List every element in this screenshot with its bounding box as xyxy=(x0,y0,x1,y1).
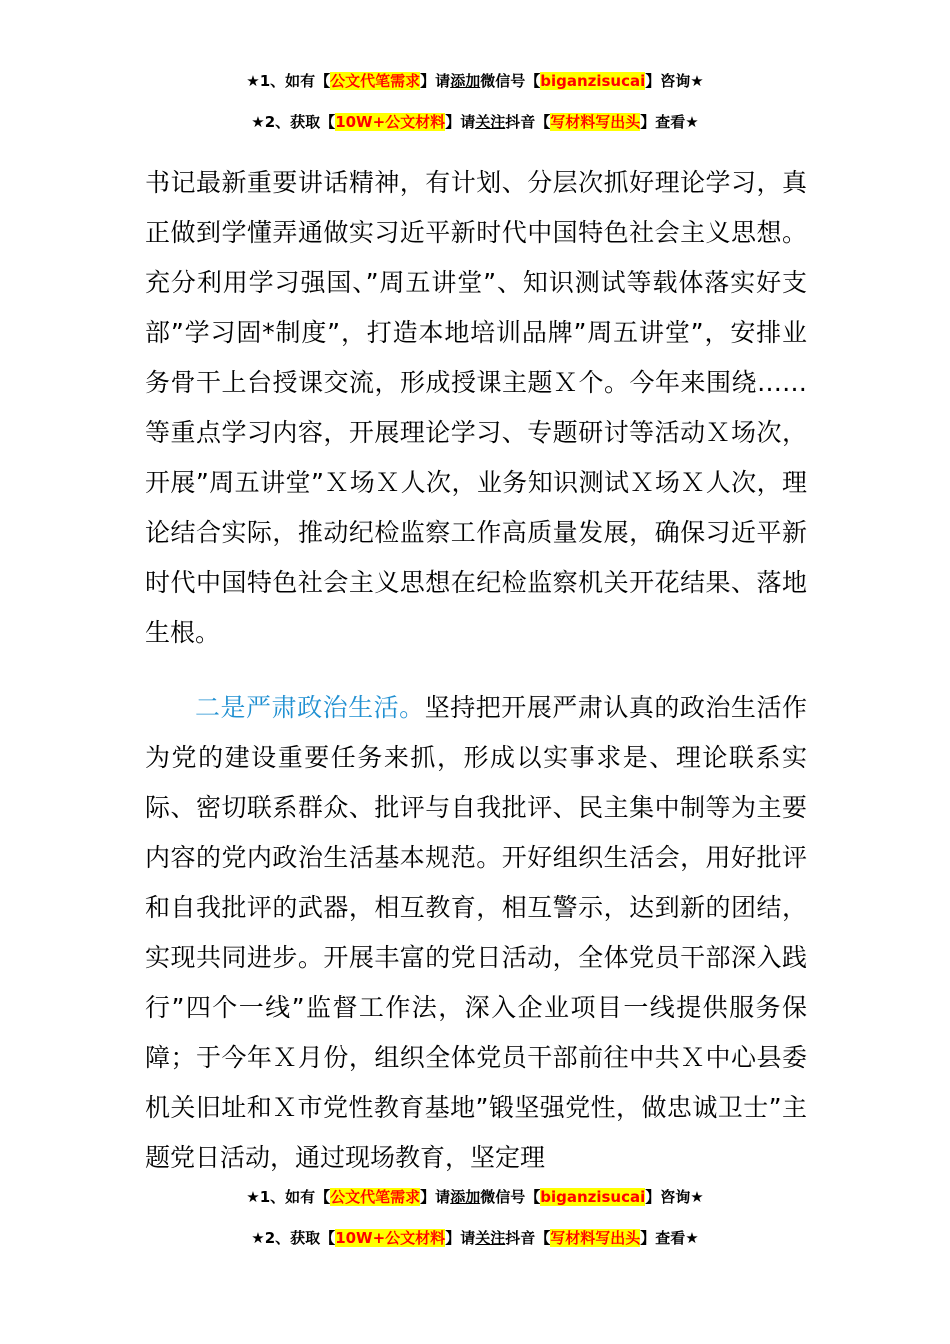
section-heading: 二是严肃政治生活。 xyxy=(195,693,425,722)
notice-text: 】请 xyxy=(420,1188,451,1206)
paragraph-2-text: 坚持把开展严肃认真的政治生活作为党的建设重要任务来抓，形成以实事求是、理论联系实际、密切联系群众、批评与自我批评、民主集中制等为主要内容的党内政治生活基本规范。开好组织生活会，用好批评和自我批评的武器，相互教育，相互警示，达到新的团结，实现共同进步。开展丰富的党日活动，全体党员干部深入践行”四个一线”监督工作法，深入企业项目一线提供服务保障；于今年Ｘ月份，组织全体党员干部前往中共Ｘ中心县委机关旧址和Ｘ市党性教育基地”锻坚强党性，做忠诚卫士”主题党日活动，通过现场教育，坚定理 xyxy=(145,693,807,1172)
notice-prefix: ★1、如有【 xyxy=(246,1188,331,1206)
notice-suffix: 】查看★ xyxy=(640,1229,699,1247)
notice-suffix: 】查看★ xyxy=(640,113,699,131)
notice-prefix: ★2、获取【 xyxy=(251,113,336,131)
notice-underlined-text: 关注 xyxy=(475,1229,506,1247)
notice-highlight: 公文代笔需求 xyxy=(330,1188,421,1206)
notice-bottom-line-2 xyxy=(0,1227,950,1249)
notice-prefix: ★1、如有【 xyxy=(246,72,331,90)
notice-suffix: 】咨询★ xyxy=(645,72,704,90)
notice-highlight: 10W+公文材料 xyxy=(335,113,446,131)
notice-top-line-1 xyxy=(0,70,950,92)
notice-text: 】请 xyxy=(420,72,451,90)
notice-text: 抖音【 xyxy=(505,113,551,131)
notice-prefix: ★2、获取【 xyxy=(251,1229,336,1247)
notice-suffix: 】咨询★ xyxy=(645,1188,704,1206)
notice-highlight: biganzisucai xyxy=(540,1188,646,1206)
notice-text: 微信号【 xyxy=(480,1188,541,1206)
notice-bottom-line-1 xyxy=(0,1186,950,1208)
notice-top-line-2 xyxy=(0,111,950,133)
notice-text: 微信号【 xyxy=(480,72,541,90)
notice-underlined-text: 添加 xyxy=(450,1188,481,1206)
notice-text: 】请 xyxy=(445,1229,476,1247)
notice-highlight: 写材料写出头 xyxy=(550,1229,641,1247)
notice-highlight: 写材料写出头 xyxy=(550,113,641,131)
notice-text: 抖音【 xyxy=(505,1229,551,1247)
notice-highlight: 10W+公文材料 xyxy=(335,1229,446,1247)
notice-highlight: biganzisucai xyxy=(540,72,646,90)
notice-text: 】请 xyxy=(445,113,476,131)
paragraph-2 xyxy=(145,683,807,1183)
notice-underlined-text: 关注 xyxy=(475,113,506,131)
document-body xyxy=(145,158,807,1183)
paragraph-1: 书记最新重要讲话精神，有计划、分层次抓好理论学习，真正做到学懂弄通做实习近平新时代中国特色社会主义思想。充分利用学习强国、”周五讲堂”、知识测试等载体落实好支部”学习固*制度”，打造本地培训品牌”周五讲堂”，安排业务骨干上台授课交流，形成授课主题Ｘ个。今年来围绕……等重点学习内容，开展理论学习、专题研讨等活动Ｘ场次，开展”周五讲堂”Ｘ场Ｘ人次，业务知识测试Ｘ场Ｘ人次，理论结合实际，推动纪检监察工作高质量发展，确保习近平新时代中国特色社会主义思想在纪检监察机关开花结果、落地生根。 xyxy=(145,168,807,647)
notice-highlight: 公文代笔需求 xyxy=(330,72,421,90)
notice-underlined-text: 添加 xyxy=(450,72,481,90)
